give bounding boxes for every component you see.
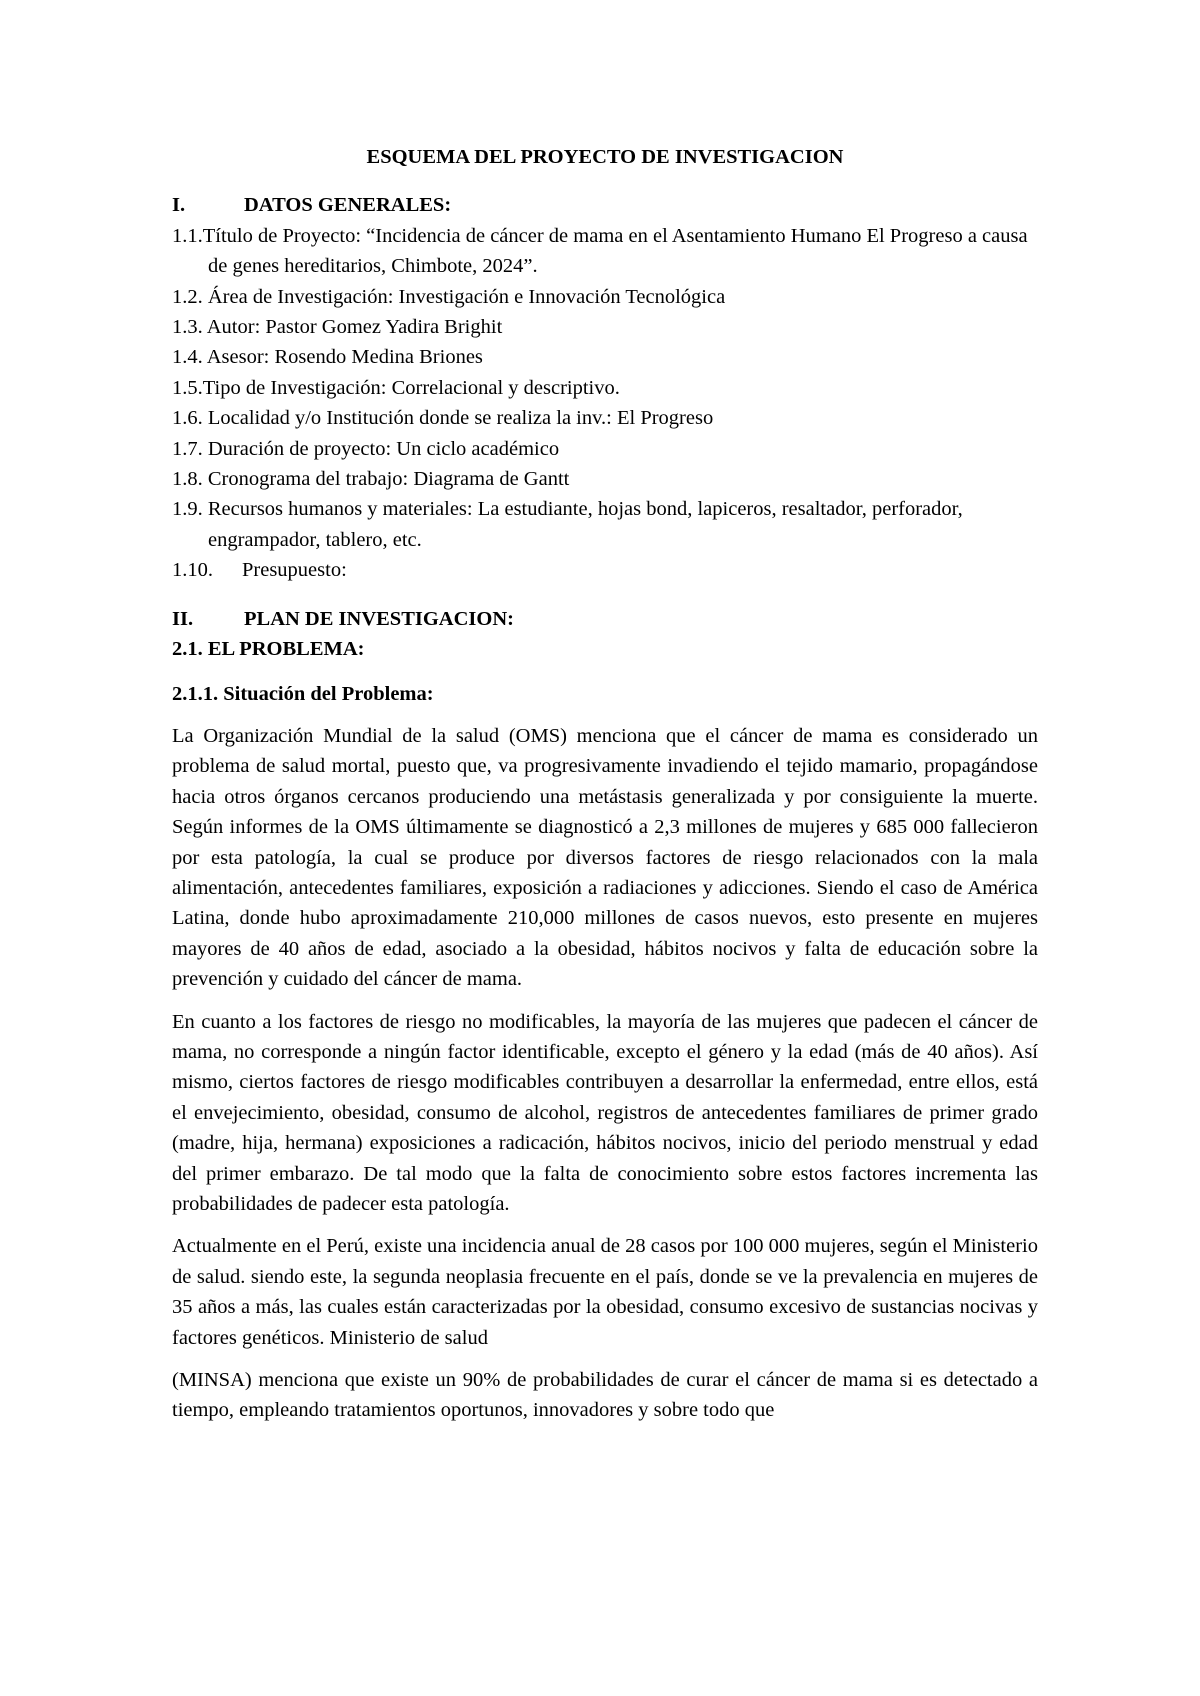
section-1-number: I. xyxy=(172,194,186,217)
section-2-title: PLAN DE INVESTIGACION: xyxy=(244,607,514,630)
item-number: 1.1. xyxy=(172,224,203,247)
item-text: Presupuesto: xyxy=(242,559,347,582)
list-item xyxy=(172,282,1038,312)
list-item xyxy=(172,342,1038,372)
list-item xyxy=(172,403,1038,433)
item-number: 1.7. xyxy=(172,437,208,460)
list-item xyxy=(172,434,1038,464)
item-number: 1.5. xyxy=(172,376,203,399)
paragraph: En cuanto a los factores de riesgo no modificables, la mayoría de las mujeres que padecen el cáncer de mama, no corresponde a ningún factor identificable, excepto el género y la edad (más de 40 años). Así mismo, ciertos factores de riesgo modificables contribuyen a desarrollar la enfermedad, entre ellos, está el envejecimiento, obesidad, consumo de alcohol, registros de antecedentes familiares de primer grado (madre, hija, hermana) exposiciones a radicación, hábitos nocivos, inicio del periodo menstrual y edad del primer embarazo. De tal modo que la falta de conocimiento sobre estos factores incrementa las probabilidades de padecer esta patología. xyxy=(172,1010,1038,1215)
section-1-title: DATOS GENERALES: xyxy=(244,194,452,217)
item-text: Duración de proyecto: Un ciclo académico xyxy=(207,437,560,460)
list-item xyxy=(172,494,1038,555)
item-number: 1.8. xyxy=(172,468,208,491)
item-number: 1.3. xyxy=(172,316,207,339)
list-item xyxy=(172,555,1038,585)
item-number: 1.9. xyxy=(172,498,208,521)
list-item xyxy=(172,221,1038,282)
general-data-list xyxy=(172,221,1038,586)
item-text: Cronograma del trabajo: Diagrama de Gantt xyxy=(207,468,570,491)
item-text: Autor: Pastor Gomez Yadira Brighit xyxy=(206,316,503,339)
list-item xyxy=(172,312,1038,342)
list-item xyxy=(172,373,1038,403)
section-2-heading xyxy=(172,604,1038,634)
document-page xyxy=(172,142,1038,1438)
item-text: Título de Proyecto: “Incidencia de cáncer de mama en el Asentamiento Humano El Progreso a causa de genes hereditarios, Chimbote, 2024”. xyxy=(202,224,1028,278)
subsection-situation-heading: 2.1.1. Situación del Problema: xyxy=(172,682,434,705)
item-number: 1.4. xyxy=(172,346,207,369)
item-number: 1.10. xyxy=(172,559,213,582)
item-text: Asesor: Rosendo Medina Briones xyxy=(206,346,483,369)
section-1-heading xyxy=(172,190,1038,220)
item-text: Área de Investigación: Investigación e Innovación Tecnológica xyxy=(207,285,726,308)
paragraph: (MINSA) menciona que existe un 90% de probabilidades de curar el cáncer de mama si es detectado a tiempo, empleando tratamientos oportunos, innovadores y sobre todo que xyxy=(172,1369,1038,1422)
list-item xyxy=(172,464,1038,494)
section-2-number: II. xyxy=(172,607,194,630)
paragraph: La Organización Mundial de la salud (OMS) menciona que el cáncer de mama es considerado un problema de salud mortal, puesto que, va progresivamente invadiendo el tejido mamario, propagándose hacia otros órganos cercanos produciendo una metástasis generalizada y por consiguiente la muerte. Según informes de la OMS últimamente se diagnosticó a 2,3 millones de mujeres y 685 000 fallecieron por esta patología, la cual se produce por diversos factores de riesgo relacionados con la mala alimentación, antecedentes familiares, exposición a radiaciones y adicciones. Siendo el caso de América Latina, donde hubo aproximadamente 210,000 millones de casos nuevos, esto presente en mujeres mayores de 40 años de edad, asociado a la obesidad, hábitos nocivos y falta de educación sobre la prevención y cuidado del cáncer de mama. xyxy=(172,724,1038,991)
item-text: Localidad y/o Institución donde se realiza la inv.: El Progreso xyxy=(207,407,714,430)
subsection-problem-heading: 2.1. EL PROBLEMA: xyxy=(172,638,365,661)
document-title: ESQUEMA DEL PROYECTO DE INVESTIGACION xyxy=(366,146,844,168)
paragraph: Actualmente en el Perú, existe una incidencia anual de 28 casos por 100 000 mujeres, según el Ministerio de salud. siendo este, la segunda neoplasia frecuente en el país, donde se ve la prevalencia en mujeres de 35 años a más, las cuales están caracterizadas por la obesidad, consumo excesivo de sustancias nocivas y factores genéticos. Ministerio de salud xyxy=(172,1235,1038,1349)
item-number: 1.6. xyxy=(172,407,208,430)
item-number: 1.2. xyxy=(172,285,208,308)
item-text: Recursos humanos y materiales: La estudiante, hojas bond, lapiceros, resaltador, perforador, engrampador, tablero, etc. xyxy=(207,498,963,551)
item-text: Tipo de Investigación: Correlacional y descriptivo. xyxy=(202,376,620,399)
